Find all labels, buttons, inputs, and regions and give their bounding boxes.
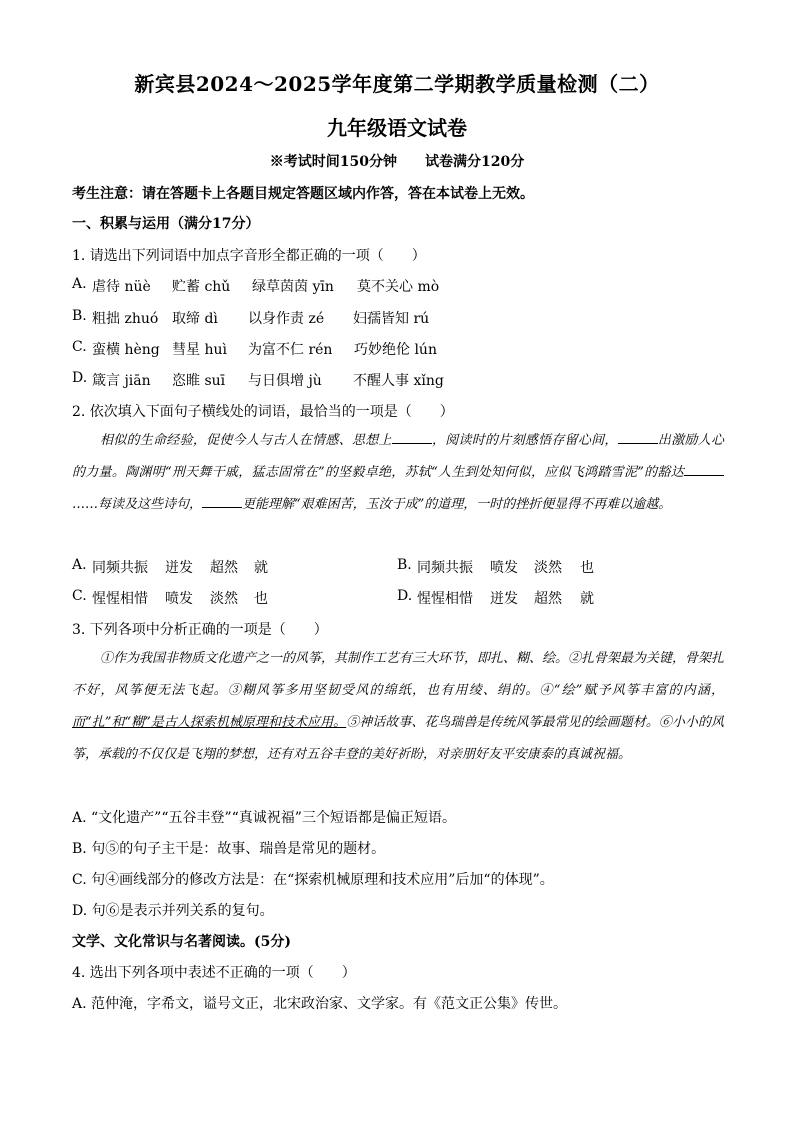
q4-stem: 4. 选出下列各项中表述不正确的一项（ ） [72,965,356,981]
q3-option-b: B. 句⑤的句子主干是：故事、瑞兽是常见的题材。 [72,841,386,857]
option-item: 绿草茵茵 yīn [252,279,334,295]
option-letter: B. [72,308,87,324]
option-item: 为富不仁 rén [248,342,333,358]
answer-blank [202,493,242,508]
option-item: 迸发 [165,560,193,576]
option-item: 不醒人事 xǐng [353,373,444,389]
option-item: 以身作责 zé [248,311,325,327]
passage-text: ，阅读时的片刻感悟存留心间， [431,433,618,448]
section-2-heading: 文学、文化常识与名著阅读。(5分) [72,934,291,950]
q4-option-a: A. 范仲淹，字希文，谥号文正，北宋政治家、文学家。有《范文正公集》传世。 [72,996,568,1012]
option-item: 喷发 [490,560,518,576]
q1-stem: 1. 请选出下列词语中加点字音形全都正确的一项（ ） [72,248,426,264]
passage-text: ……每读及这些诗句， [72,497,203,512]
option-item: 取缔 dì [172,311,218,327]
option-item: 与日俱增 jù [248,373,322,389]
option-item: 就 [580,591,594,607]
option-item: 淡然 [534,560,562,576]
passage-text: 相似的生命经验，促使今人与古人在情感、思想上 [100,433,392,448]
option-item: 恣睢 suī [172,373,226,389]
option-item: 虐待 nüè [92,279,151,295]
option-item: 就 [254,560,268,576]
option-item: 彗星 huì [172,342,227,358]
exam-subtitle: 九年级语文试卷 [327,116,467,140]
option-item: 淡然 [210,591,238,607]
passage-text: ①作为我国非物质文化遗产之一的风筝，其制作工艺有三大环节，即扎、糊、绘。②扎骨架最为关键，骨架扎不好，风筝便无法飞起。③糊风筝多用坚韧受风的绵纸，也有用绫、绢的。④“绘”赋予风筝丰富的内涵， [72,651,725,698]
exam-info: ※考试时间150分钟 试卷满分120分 [269,154,525,170]
exam-title: 新宾县2024～2025学年度第二学期教学质量检测（二） [134,72,660,96]
underlined-sentence: 而“扎”和“糊”是古人探索机械原理和技术应用。 [72,715,347,730]
option-letter: A. [72,557,87,573]
option-letter: C. [72,588,87,604]
option-item: 粗拙 zhuó [92,311,159,327]
q3-stem: 3. 下列各项中分析正确的一项是（ ） [72,622,328,638]
option-item: 箴言 jiān [92,373,151,389]
option-item: 妇孺皆知 rú [353,311,430,327]
option-item: 同频共振 [92,560,148,576]
option-item: 也 [580,560,594,576]
option-item: 迸发 [490,591,518,607]
q3-option-c: C. 句④画线部分的修改方法是：在“探索机械原理和技术应用”后加“的体现”。 [72,872,554,888]
candidate-notice: 考生注意：请在答题卡上各题目规定答题区域内作答，答在本试卷上无效。 [72,186,534,202]
option-item: 超然 [210,560,238,576]
answer-blank [392,429,432,444]
option-item: 莫不关心 mò [357,279,440,295]
option-item: 巧妙绝伦 lún [354,342,437,358]
answer-blank [618,429,658,444]
q3-passage [72,643,724,771]
option-item: 惺惺相惜 [92,591,148,607]
passage-text: 更能理解“艰难困苦，玉汝于成”的道理，一时的挫折便显得不再难以逾越。 [242,497,672,512]
option-item: 超然 [534,591,562,607]
option-item: 贮蓄 chǔ [172,279,231,295]
option-letter: B. [397,557,412,573]
option-item: 同频共振 [417,560,473,576]
option-letter: C. [72,339,87,355]
q3-option-d: D. 句⑥是表示并列关系的复句。 [72,903,274,919]
q2-stem: 2. 依次填入下面句子横线处的词语，最恰当的一项是（ ） [72,404,454,420]
option-item: 喷发 [165,591,193,607]
option-letter: D. [72,370,88,386]
section-1-heading: 一、积累与运用（满分17分） [72,216,260,232]
option-letter: A. [72,276,87,292]
passage-text: ⑤神话故事、花鸟瑞兽是传统风筝最常见的绘画题材。⑥小小的风筝，承载的不仅仅是飞翔的梦想，还有对五谷丰登的美好祈盼，对亲朋好友平安康泰的真诚祝福。 [72,715,724,762]
q3-option-a: A. “文化遗产”“五谷丰登”“真诚祝福”三个短语都是偏正短语。 [72,810,456,826]
option-item: 惺惺相惜 [417,591,473,607]
option-item: 也 [254,591,268,607]
option-item: 蛮横 hèng [92,342,160,358]
answer-blank [684,461,724,476]
option-letter: D. [397,588,413,604]
q2-passage [72,425,724,521]
passage-text: 出激励人心的力量。陶渊明“刑天舞干戚，猛志固常在”的坚毅卓绝，苏轼“人生到处知何似，应似飞鸿踏雪泥”的豁达 [72,433,724,480]
